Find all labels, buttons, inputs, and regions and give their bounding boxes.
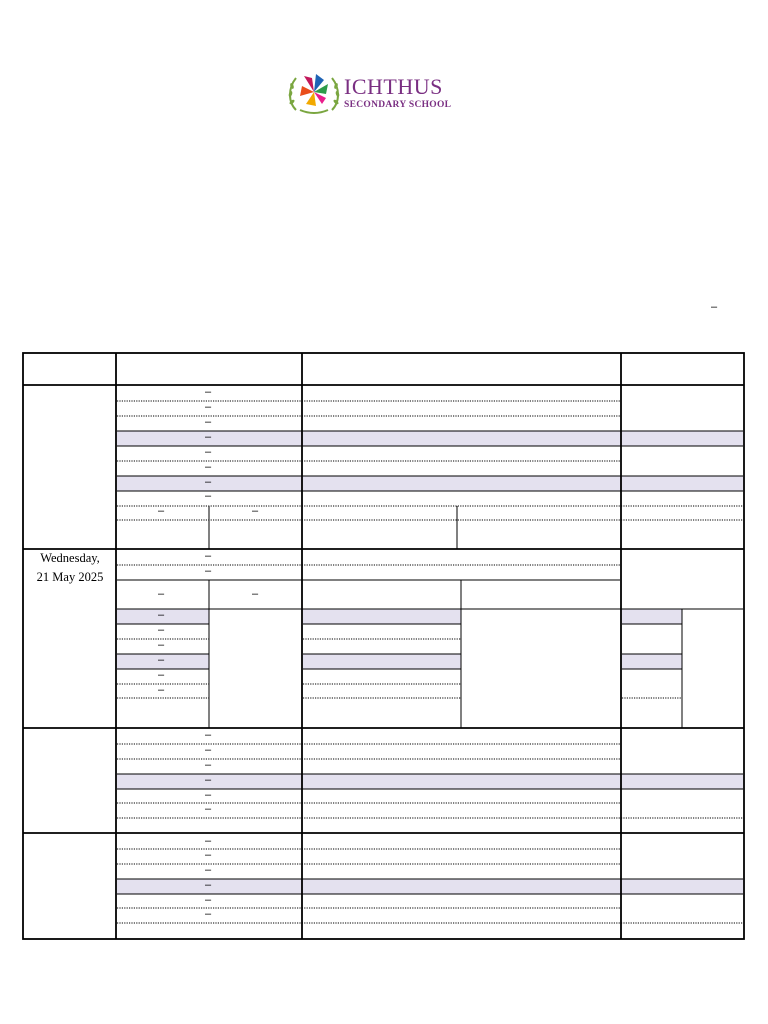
time-dash: – xyxy=(205,461,212,473)
time-dash: – xyxy=(158,505,165,517)
header-dash-mark: – xyxy=(711,301,718,313)
time-dash: – xyxy=(158,654,165,666)
date-cell-section-2 xyxy=(24,549,116,587)
time-dash: – xyxy=(205,386,212,398)
time-dash: – xyxy=(158,669,165,681)
time-dash: – xyxy=(205,879,212,891)
time-dash: – xyxy=(205,565,212,577)
time-dash: – xyxy=(205,894,212,906)
time-dash: – xyxy=(205,729,212,741)
time-dash: – xyxy=(205,849,212,861)
time-dash: – xyxy=(158,624,165,636)
date-day-month-year: 21 May 2025 xyxy=(36,570,104,584)
time-dash: – xyxy=(205,550,212,562)
time-dash: – xyxy=(158,639,165,651)
time-dash: – xyxy=(158,588,165,600)
time-dash: – xyxy=(205,416,212,428)
time-dash: – xyxy=(205,401,212,413)
time-dash: – xyxy=(205,774,212,786)
time-dash: – xyxy=(205,789,212,801)
school-name: ICHTHUS xyxy=(344,74,443,99)
school-subtitle: SECONDARY SCHOOL xyxy=(344,100,452,110)
time-dash: – xyxy=(205,446,212,458)
time-dash: – xyxy=(205,908,212,920)
date-weekday: Wednesday, xyxy=(40,551,100,565)
time-dash: – xyxy=(205,744,212,756)
time-dash: – xyxy=(158,684,165,696)
time-dash: – xyxy=(205,759,212,771)
time-dash: – xyxy=(205,490,212,502)
time-dash: – xyxy=(205,476,212,488)
time-dash: – xyxy=(205,835,212,847)
time-dash: – xyxy=(205,864,212,876)
time-dash: – xyxy=(252,505,259,517)
time-dash: – xyxy=(205,803,212,815)
time-dash: – xyxy=(252,588,259,600)
time-dash: – xyxy=(158,609,165,621)
time-dash: – xyxy=(205,431,212,443)
